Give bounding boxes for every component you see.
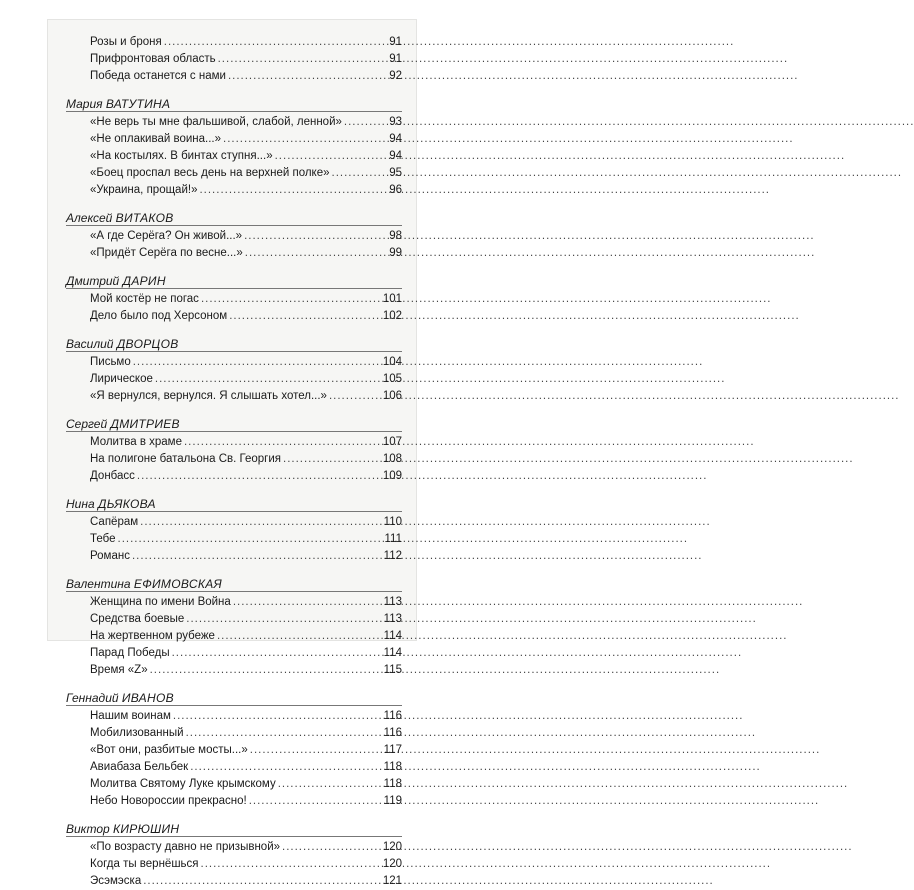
author-underline <box>66 836 402 837</box>
entry-title: Победа останется с нами <box>90 70 226 82</box>
entry-page-number: 116 <box>383 710 402 722</box>
dot-leader <box>283 451 381 468</box>
author-surname: ДМИТРИЕВ <box>110 417 180 431</box>
entry-title: Мобилизованный <box>90 727 184 739</box>
dot-leader <box>344 114 387 131</box>
entry-page-number: 91 <box>389 53 402 65</box>
author-first-name: Василий <box>66 337 114 351</box>
entry-page-number: 98 <box>389 230 402 242</box>
entry-title: Когда ты вернёшься <box>90 858 199 870</box>
entry-title: Авиабаза Бельбек <box>90 761 189 773</box>
book-page <box>48 20 416 887</box>
dot-leader <box>133 354 381 371</box>
dot-leader <box>186 725 382 742</box>
entry-title: Парад Победы <box>90 647 170 659</box>
toc-entry <box>48 354 416 371</box>
toc-entry <box>48 594 416 611</box>
toc-entry <box>48 131 416 148</box>
toc-entry <box>48 873 416 890</box>
entry-title: «Не оплакивай воина...» <box>90 133 221 145</box>
toc-entry <box>48 371 416 388</box>
entry-title: «Придёт Серёга по весне...» <box>90 247 243 259</box>
entry-page-number: 94 <box>389 133 402 145</box>
toc-entry <box>48 776 416 793</box>
entry-title: «А где Серёга? Он живой...» <box>90 230 243 242</box>
author-surname: ИВАНОВ <box>121 691 174 705</box>
dot-leader <box>186 611 381 628</box>
entry-title: Молитва Святому Луке крымскому <box>90 778 276 790</box>
entry-page-number: 104 <box>382 356 402 368</box>
toc-entry <box>48 793 416 810</box>
dot-leader <box>201 856 381 873</box>
author-surname: ДВОРЦОВ <box>116 337 179 351</box>
author-heading <box>48 688 416 708</box>
dot-leader <box>233 594 382 611</box>
toc-entry <box>48 759 416 776</box>
dot-leader <box>278 776 382 793</box>
entry-title: На полигоне батальона Св. Георгия <box>90 453 282 465</box>
author-heading <box>48 94 416 114</box>
toc-entry <box>48 308 416 325</box>
entry-page-number: 107 <box>382 436 402 448</box>
dot-leader <box>249 793 382 810</box>
author-first-name: Геннадий <box>66 691 119 705</box>
dot-leader <box>155 371 381 388</box>
entry-title: «Я вернулся, вернулся. Я слышать хотел...» <box>90 390 327 402</box>
entry-page-number: 111 <box>384 533 402 545</box>
entry-title: «Вот они, разбитые мосты...» <box>90 744 248 756</box>
entry-page-number: 120 <box>382 841 402 853</box>
author-underline <box>66 591 402 592</box>
author-first-name: Мария <box>66 97 103 111</box>
dot-leader <box>329 388 381 405</box>
author-surname: ДЬЯКОВА <box>97 497 156 511</box>
entry-page-number: 108 <box>382 453 402 465</box>
dot-leader <box>172 645 382 662</box>
author-heading <box>48 334 416 354</box>
entry-title: Прифронтовая область <box>90 53 216 65</box>
author-first-name: Дмитрий <box>66 274 120 288</box>
toc-entry <box>48 451 416 468</box>
toc-entry <box>48 708 416 725</box>
entry-title: Средства боевые <box>90 613 185 625</box>
author-underline <box>66 288 402 289</box>
author-surname: ЕФИМОВСКАЯ <box>133 577 223 591</box>
dot-leader <box>245 245 387 262</box>
toc-entry <box>48 148 416 165</box>
toc-entry <box>48 856 416 873</box>
entry-page-number: 116 <box>383 727 402 739</box>
entry-page-number: 109 <box>382 470 402 482</box>
entry-page-number: 121 <box>382 875 402 887</box>
author-underline <box>66 225 402 226</box>
dot-leader <box>173 708 382 725</box>
author-first-name: Алексей <box>66 211 113 225</box>
toc-entry <box>48 34 416 51</box>
toc-entry <box>48 839 416 856</box>
entry-title: Небо Новороссии прекрасно! <box>90 795 247 807</box>
entry-title: «Не верь ты мне фальшивой, слабой, ленной» <box>90 116 342 128</box>
entry-title: Мой костёр не погас <box>90 293 199 305</box>
toc-entry <box>48 548 416 565</box>
entry-title: Розы и броня <box>90 36 162 48</box>
entry-title: «Боец проспал весь день на верхней полке» <box>90 167 330 179</box>
toc-entry <box>48 245 416 262</box>
entry-title: «На костылях. В бинтах ступня...» <box>90 150 273 162</box>
author-underline <box>66 705 402 706</box>
entry-title: На жертвенном рубеже <box>90 630 215 642</box>
author-underline <box>66 511 402 512</box>
toc-entry <box>48 531 416 548</box>
dot-leader <box>250 742 382 759</box>
entry-page-number: 113 <box>383 596 402 608</box>
dot-leader <box>118 531 383 548</box>
entry-page-number: 112 <box>383 550 402 562</box>
dot-leader <box>132 548 382 565</box>
entry-title: Донбасс <box>90 470 135 482</box>
dot-leader <box>229 308 381 325</box>
toc-entry <box>48 228 416 245</box>
entry-page-number: 94 <box>389 150 402 162</box>
dot-leader <box>150 662 382 679</box>
entry-page-number: 114 <box>383 630 402 642</box>
table-of-contents <box>48 34 416 890</box>
author-first-name: Нина <box>66 497 95 511</box>
dot-leader <box>244 228 387 245</box>
author-heading <box>48 574 416 594</box>
entry-title: Женщина по имени Война <box>90 596 231 608</box>
toc-entry <box>48 628 416 645</box>
dot-leader <box>143 873 381 890</box>
entry-page-number: 106 <box>382 390 402 402</box>
author-surname: ВАТУТИНА <box>105 97 171 111</box>
entry-page-number: 117 <box>383 744 402 756</box>
entry-page-number: 113 <box>383 613 402 625</box>
toc-entry <box>48 725 416 742</box>
toc-entry <box>48 611 416 628</box>
toc-entry <box>48 662 416 679</box>
dot-leader <box>164 34 387 51</box>
entry-title: Лирическое <box>90 373 153 385</box>
toc-entry <box>48 514 416 531</box>
toc-entry <box>48 182 416 199</box>
entry-page-number: 99 <box>389 247 402 259</box>
entry-page-number: 95 <box>389 167 402 179</box>
dot-leader <box>218 51 388 68</box>
author-heading <box>48 271 416 291</box>
dot-leader <box>217 628 382 645</box>
dot-leader <box>201 291 381 308</box>
entry-title: Дело было под Херсоном <box>90 310 228 322</box>
entry-title: Сапёрам <box>90 516 139 528</box>
author-heading <box>48 819 416 839</box>
toc-entry <box>48 468 416 485</box>
entry-page-number: 102 <box>382 310 402 322</box>
entry-title: Время «Z» <box>90 664 148 676</box>
dot-leader <box>223 131 387 148</box>
entry-title: Тебе <box>90 533 116 545</box>
entry-title: Эсэмэска <box>90 875 142 887</box>
author-first-name: Сергей <box>66 417 108 431</box>
dot-leader <box>332 165 388 182</box>
dot-leader <box>190 759 381 776</box>
entry-page-number: 120 <box>382 858 402 870</box>
entry-page-number: 105 <box>382 373 402 385</box>
entry-page-number: 96 <box>389 184 402 196</box>
author-first-name: Валентина <box>66 577 131 591</box>
dot-leader <box>282 839 381 856</box>
author-surname: ВИТАКОВ <box>115 211 174 225</box>
author-underline <box>66 111 402 112</box>
entry-title: «По возрасту давно не призывной» <box>90 841 281 853</box>
entry-page-number: 92 <box>389 70 402 82</box>
toc-entry <box>48 388 416 405</box>
toc-entry <box>48 291 416 308</box>
dot-leader <box>199 182 387 199</box>
toc-entry <box>48 165 416 182</box>
author-surname: ДАРИН <box>122 274 166 288</box>
entry-title: Романс <box>90 550 130 562</box>
author-surname: КИРЮШИН <box>113 822 180 836</box>
toc-entry <box>48 742 416 759</box>
author-heading <box>48 414 416 434</box>
toc-entry <box>48 114 416 131</box>
dot-leader <box>137 468 381 485</box>
entry-page-number: 101 <box>382 293 402 305</box>
author-heading <box>48 494 416 514</box>
dot-leader <box>275 148 388 165</box>
dot-leader <box>228 68 387 85</box>
entry-page-number: 110 <box>383 516 402 528</box>
author-underline <box>66 351 402 352</box>
entry-page-number: 119 <box>383 795 402 807</box>
toc-entry <box>48 645 416 662</box>
entry-page-number: 93 <box>389 116 402 128</box>
entry-page-number: 91 <box>389 36 402 48</box>
entry-page-number: 114 <box>383 647 402 659</box>
dot-leader <box>184 434 381 451</box>
entry-title: Нашим воинам <box>90 710 171 722</box>
entry-title: Письмо <box>90 356 131 368</box>
entry-page-number: 118 <box>383 778 402 790</box>
author-first-name: Виктор <box>66 822 110 836</box>
entry-page-number: 118 <box>383 761 402 773</box>
entry-title: «Украина, прощай!» <box>90 184 198 196</box>
author-heading <box>48 208 416 228</box>
author-underline <box>66 431 402 432</box>
toc-entry <box>48 51 416 68</box>
entry-title: Молитва в храме <box>90 436 182 448</box>
toc-entry <box>48 434 416 451</box>
toc-entry <box>48 68 416 85</box>
entry-page-number: 115 <box>383 664 402 676</box>
dot-leader <box>140 514 382 531</box>
